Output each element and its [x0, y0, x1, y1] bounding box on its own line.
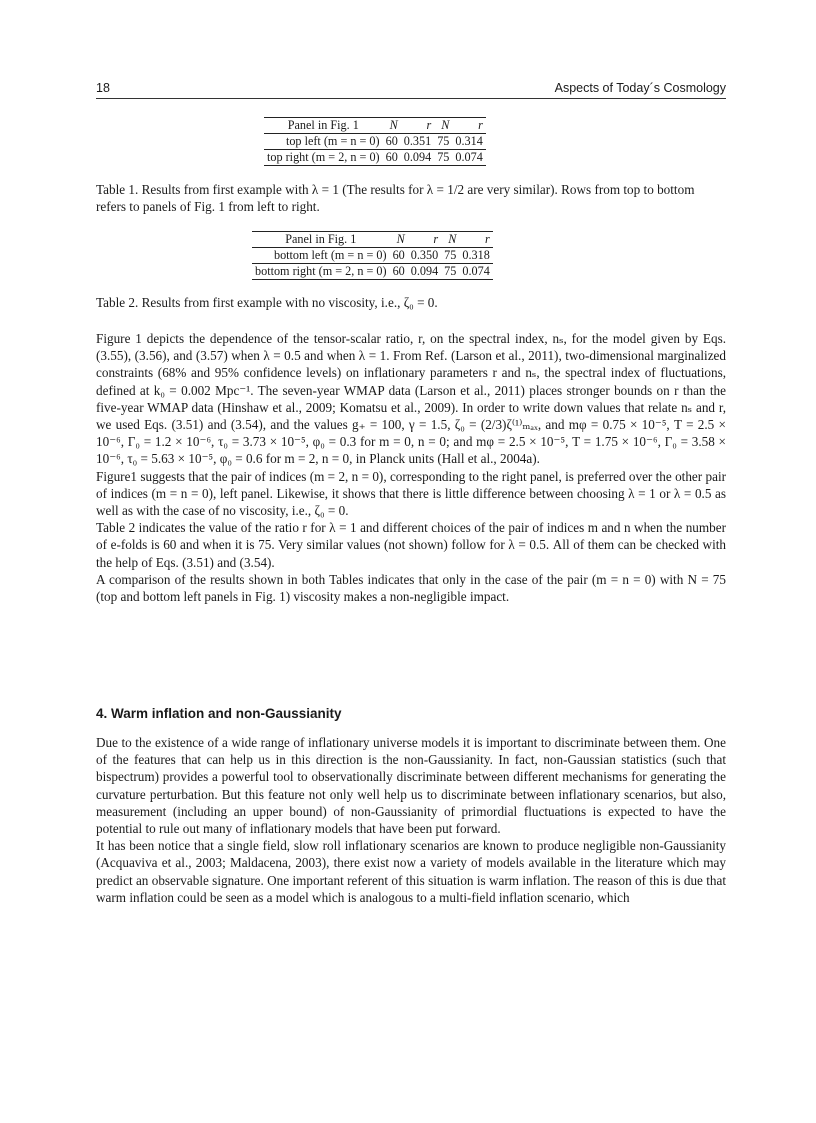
results-discussion [96, 330, 726, 605]
table-cell: 75 [434, 150, 452, 166]
table-header-row [252, 232, 493, 248]
column-header: N [441, 232, 459, 248]
column-header: r [408, 232, 441, 248]
table-cell: 60 [392, 248, 405, 262]
table-cell: bottom left (m = n = 0) [273, 248, 387, 262]
table-row [264, 150, 486, 166]
table-cell: 0.094 [408, 264, 441, 280]
table-cell: 60 [383, 150, 401, 166]
paragraph: Due to the existence of a wide range of inflationary universe models it is important to discriminate between them. One of the features that can help us in this direction is the non-Gaussianity. In fact, non-Gaussian statistics (such that bispectrum) provides a powerful tool to observationally discriminate between different mechanisms for generating the curvature perturbation. But this feature not only well help us to discriminate between inflationary scenarios, but also, measurement (including an upper bound) of non-Gaussianity of primordial fluctuations is expected to have the potential to rule out many of inflationary models that have been put forward. [96, 735, 726, 837]
table-row [252, 264, 493, 280]
table-cell: 60 [385, 134, 398, 148]
paragraph: Figure 1 depicts the dependence of the tensor-scalar ratio, r, on the spectral index, nₛ, for the model given by Eqs. (3.55), (3.56), and (3.57) when λ = 0.5 and when λ = 1. From Ref. (Larson et al., 2011), two-dimensional marginalized constraints (68% and 95% confidence levels) on inflationary parameters r and nₛ, the spectral index of fluctuations, defined at k₀ = 0.002 Mpc⁻¹. The seven-year WMAP data (Larson et al., 2011) places stronger bounds on r than the five-year WMAP data (Hinshaw et al., 2009; Komatsu et al., 2009). In order to write down values that relate nₛ and r, we used Eqs. (3.51) and (3.54), and the values g₊ = 100, γ = 1.5, ζ₀ = (2/3)ζ⁽¹⁾ₘₐₓ, and mφ = 0.75 × 10⁻⁵, T = 2.5 × 10⁻⁶, Γ₀ = 1.2 × 10⁻⁶, τ₀ = 3.73 × 10⁻⁵, φ₀ = 0.3 for m = 0, n = 0; and mφ = 2.5 × 10⁻⁵, T = 1.75 × 10⁻⁶, Γ₀ = 3.58 × 10⁻⁶, τ₀ = 5.63 × 10⁻⁵, φ₀ = 0.6 for m = 2, n = 0, in Planck units (Hall et al., 2004a). [96, 331, 726, 467]
table-cell: 0.314 [455, 134, 483, 148]
table-cell: top right (m = 2, n = 0) [264, 150, 383, 166]
table-cell: bottom right (m = 2, n = 0) [252, 264, 390, 280]
paragraph: A comparison of the results shown in both Tables indicates that only in the case of the pair (m = n = 0) with N = 75 (top and bottom left panels in Fig. 1) viscosity makes a non-negligible impact. [96, 571, 726, 605]
table-cell: 75 [444, 248, 457, 262]
page-header [96, 80, 726, 99]
column-header: r [459, 232, 492, 248]
column-header: N [383, 118, 401, 134]
table-1-caption: Table 1. Results from first example with λ = 1 (The results for λ = 1/2 are very similar). Rows from top to bottom refers to panels of Fig. 1 from left to right. [96, 182, 695, 214]
column-header: Panel in Fig. 1 [264, 118, 383, 134]
table-cell: 75 [437, 134, 450, 148]
table-cell: 60 [390, 264, 408, 280]
column-header: r [452, 118, 485, 134]
table-cell: 0.318 [462, 248, 490, 262]
paragraph: It has been notice that a single field, slow roll inflationary scenarios are known to produce negligible non-Gaussianity (Acquaviva et al., 2003; Maldacena, 2003), there exist now a variety of models available in the literature which may predict an observable signature. One important referent of this situation is warm inflation. The reason of this is due that warm inflation could be seen as a model which is analogous to a multi-field inflation scenario, which [96, 838, 726, 905]
table-cell: 0.094 [401, 150, 434, 166]
table-cell: 75 [441, 264, 459, 280]
column-header: N [390, 232, 408, 248]
column-header: Panel in Fig. 1 [252, 232, 390, 248]
table-cell: 0.074 [459, 264, 492, 280]
table-2-caption: Table 2. Results from first example with no viscosity, i.e., ζ₀ = 0. [96, 295, 438, 310]
page-number: 18 [96, 81, 110, 95]
results-table-1 [264, 117, 486, 166]
paragraph: Figure1 suggests that the pair of indices (m = 2, n = 0), corresponding to the right panel, is preferred over the other pair of indices (m = n = 0), left panel. Likewise, it shows that there is little difference between choosing λ = 1 or λ = 0.5 as well as with the case of no viscosity, i.e., ζ₀ = 0. [96, 468, 726, 519]
table-row [252, 248, 493, 264]
table-cell: 0.351 [403, 134, 432, 148]
paragraph: Table 2 indicates the value of the ratio r for λ = 1 and different choices of the pair of indices m and n when the number of e-folds is 60 and when it is 75. Very similar values (not shown) follow for λ = 0.5. All of them can be checked with the help of Eqs. (3.51) and (3.54). [96, 520, 726, 570]
table-cell: 0.350 [410, 248, 439, 262]
table-cell: 0.074 [452, 150, 485, 166]
section-heading: 4. Warm inflation and non-Gaussianity [96, 706, 342, 721]
column-header: N [434, 118, 452, 134]
section-4-body [96, 734, 726, 906]
table-row [264, 134, 486, 150]
table-header-row [264, 118, 486, 134]
column-header: r [401, 118, 434, 134]
running-title: Aspects of Today´s Cosmology [554, 81, 726, 95]
table-cell: top left (m = n = 0) [285, 134, 380, 148]
results-table-2 [252, 231, 493, 280]
